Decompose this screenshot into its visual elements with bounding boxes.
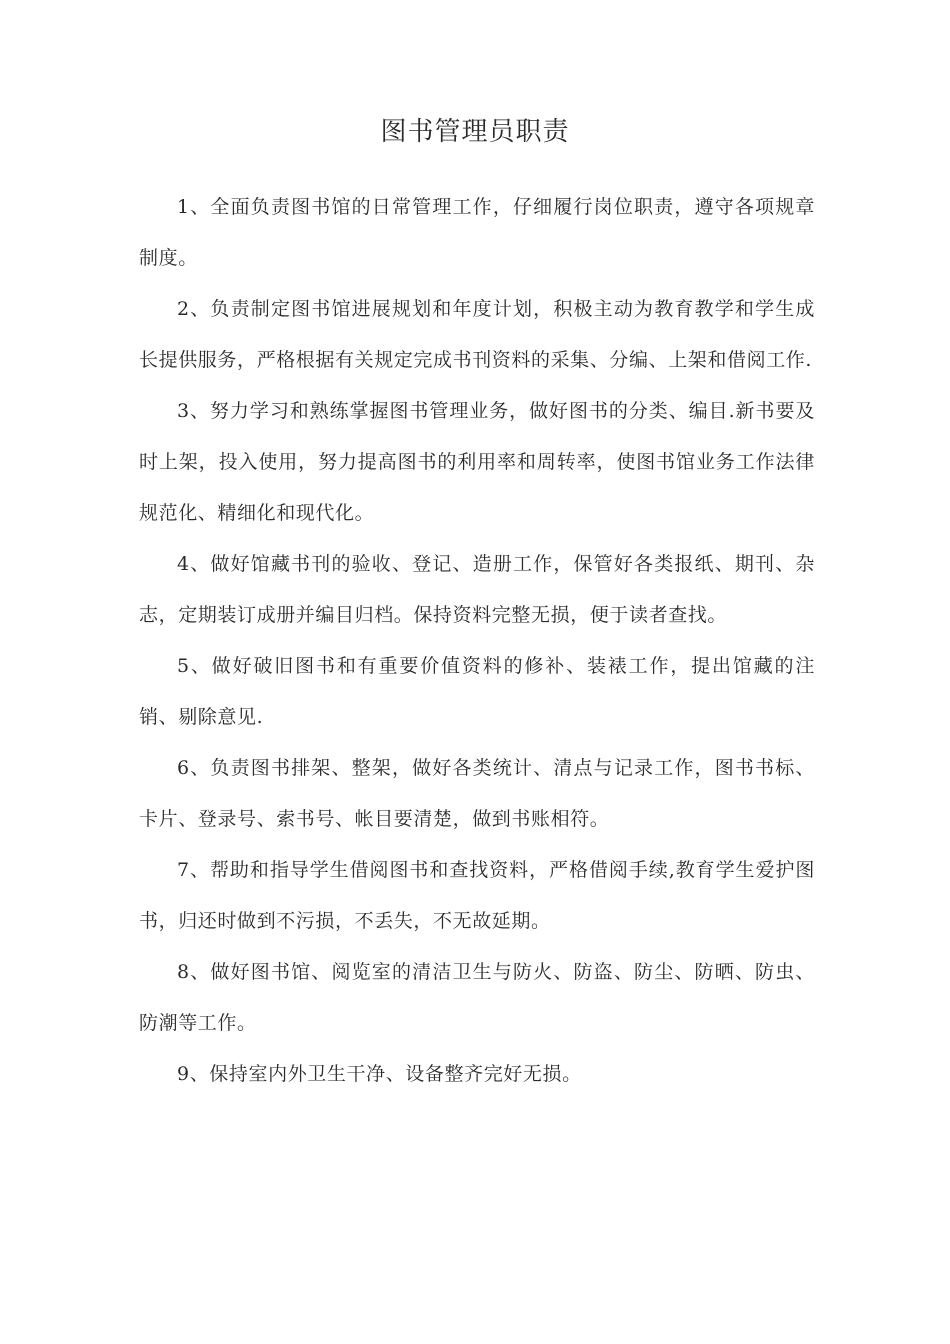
duty-item-7: 7、帮助和指导学生借阅图书和查找资料，严格借阅手续,教育学生爱护图书，归还时做到不污损，不丢失，不无故延期。 [139, 859, 815, 932]
document-body [139, 182, 815, 1100]
duty-item-8: 8、做好图书馆、阅览室的清洁卫生与防火、防盗、防尘、防晒、防虫、防潮等工作。 [139, 961, 815, 1034]
duty-item-5: 5、做好破旧图书和有重要价值资料的修补、装裱工作，提出馆藏的注销、剔除意见. [139, 655, 815, 728]
duty-item-6: 6、负责图书排架、整架，做好各类统计、清点与记录工作，图书书标、卡片、登录号、索书号、帐目要清楚，做到书账相符。 [139, 757, 815, 830]
document-title: 图书管理员职责 [380, 117, 570, 147]
duty-item-3: 3、努力学习和熟练掌握图书管理业务，做好图书的分类、编目.新书要及时上架，投入使用，努力提高图书的利用率和周转率，使图书馆业务工作法律规范化、精细化和现代化。 [139, 400, 815, 524]
duty-item-2: 2、负责制定图书馆进展规划和年度计划，积极主动为教育教学和学生成长提供服务，严格根据有关规定完成书刊资料的采集、分编、上架和借阅工作. [139, 298, 815, 371]
duty-item-9: 9、保持室内外卫生干净、设备整齐完好无损。 [177, 1063, 582, 1085]
duty-item-1: 1、全面负责图书馆的日常管理工作，仔细履行岗位职责，遵守各项规章制度。 [139, 196, 815, 269]
duty-item-4: 4、做好馆藏书刊的验收、登记、造册工作，保管好各类报纸、期刊、杂志，定期装订成册并编目归档。保持资料完整无损，便于读者查找。 [139, 553, 815, 626]
